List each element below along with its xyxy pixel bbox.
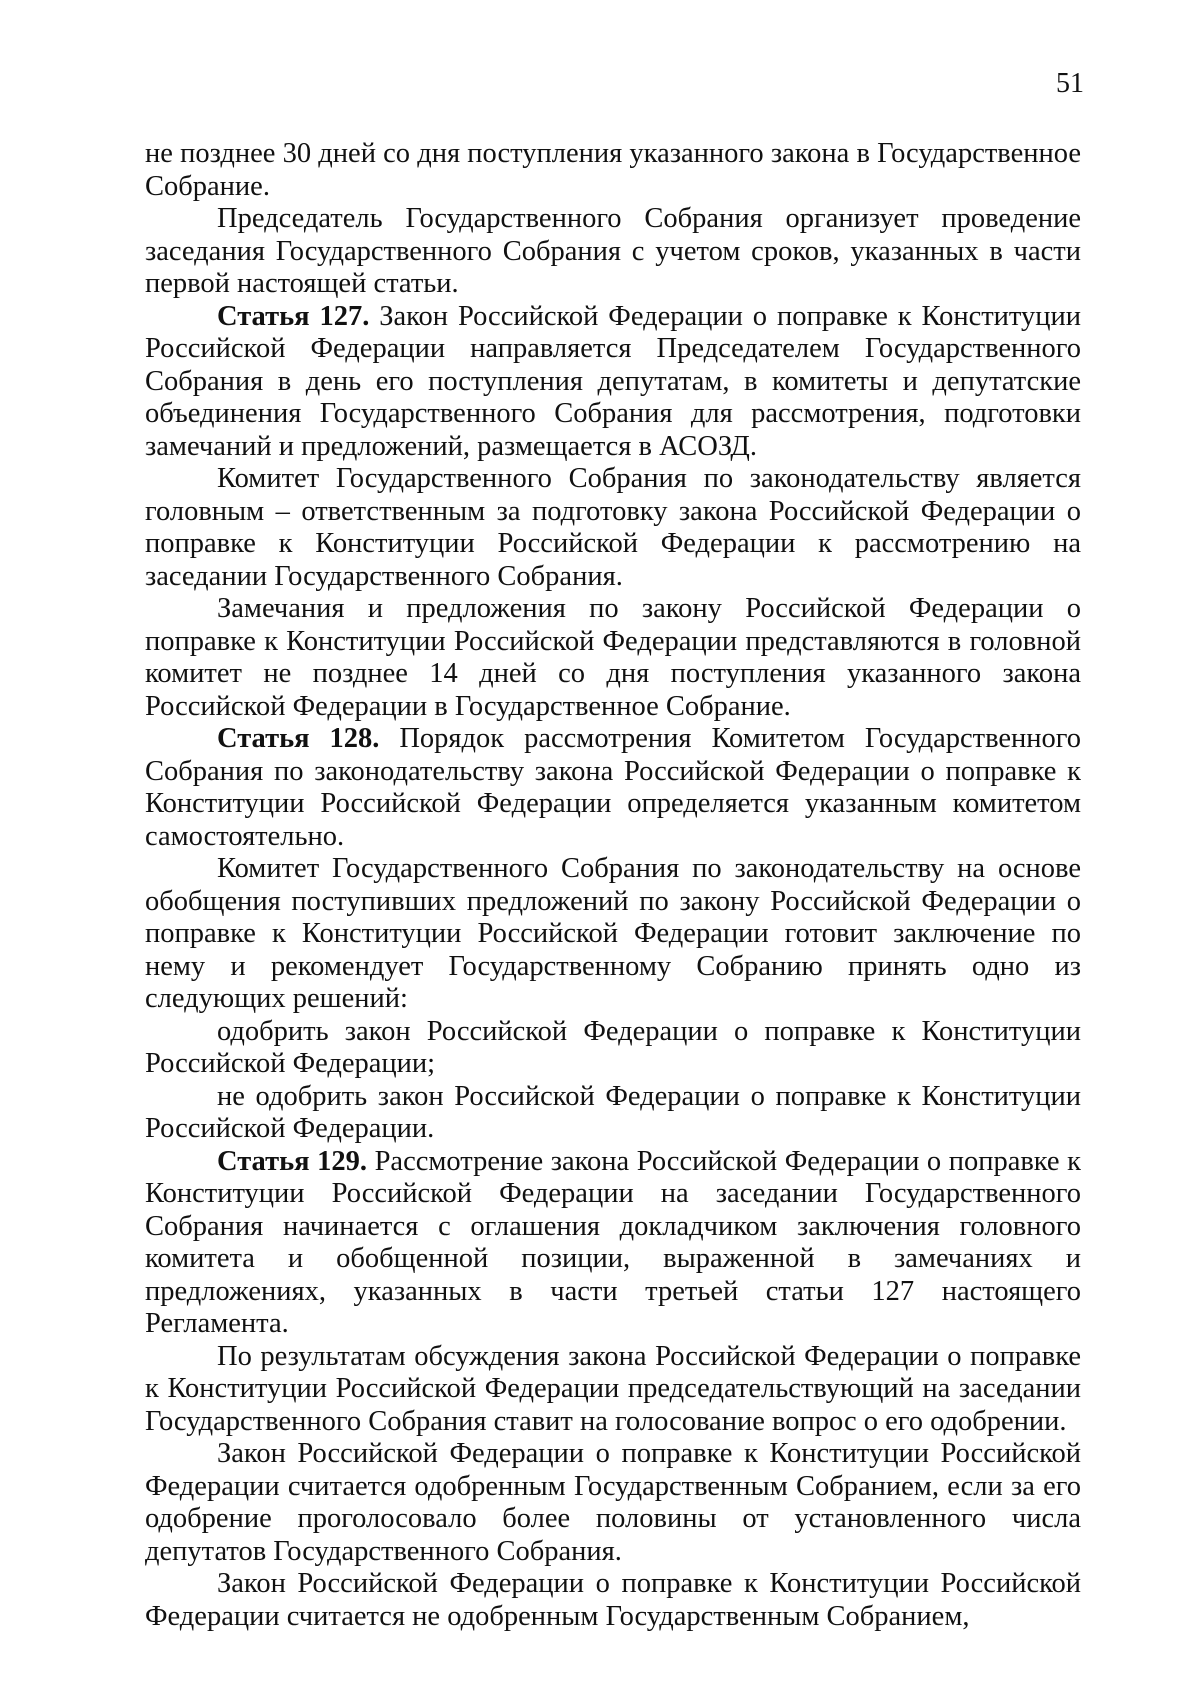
- page-number: 51: [1056, 68, 1084, 99]
- paragraph-text: Закон Российской Федерации о поправке к Конституции Российской Федерации считается одобренным Государственным Собранием, если за его одобрение проголосовало более половины от установленного числа депутатов Государственного Собрания.: [145, 1438, 1081, 1567]
- paragraph-7: [145, 853, 1081, 1016]
- paragraph-text: По результатам обсуждения закона Российской Федерации о поправке к Конституции Российской Федерации председательствующий на заседании Государственного Собрания ставит на голосование вопрос о его одобрении.: [145, 1340, 1081, 1437]
- article-heading: Статья 127.: [217, 300, 370, 332]
- paragraph-text: одобрить закон Российской Федерации о поправке к Конституции Российской Федерации;: [145, 1015, 1081, 1079]
- paragraph-1: [145, 138, 1081, 203]
- paragraph-12: [145, 1438, 1081, 1568]
- paragraph-text: Председатель Государственного Собрания организует проведение заседания Государственного Собрания с учетом сроков, указанных в части первой настоящей статьи.: [145, 203, 1081, 299]
- document-body: [145, 138, 1081, 1633]
- paragraph-5: [145, 593, 1081, 723]
- paragraph-2: [145, 203, 1081, 301]
- paragraph-text: не одобрить закон Российской Федерации о поправке к Конституции Российской Федерации.: [145, 1080, 1081, 1144]
- paragraph-text: Закон Российской Федерации о поправке к Конституции Российской Федерации направляется Председателем Государственного Собрания в день его поступления депутатам, в комитеты и депутатские объединения Государственного Собрания для рассмотрения, подготовки замечаний и предложений, размещается в АСОЗД.: [145, 300, 1082, 462]
- article-heading: Статья 128.: [217, 723, 380, 754]
- paragraph-8: [145, 1016, 1081, 1081]
- article-129: [145, 1146, 1081, 1341]
- paragraph-text: Порядок рассмотрения Комитетом Государственного Собрания по законодательству закона Российской Федерации о поправке к Конституции Российской Федерации определяется указанным комитетом самостоятельно.: [145, 723, 1082, 852]
- article-127: [145, 301, 1081, 464]
- article-heading: Статья 129.: [217, 1145, 367, 1177]
- paragraph-text: Рассмотрение закона Российской Федерации о поправке к Конституции Российской Федерации на заседании Государственного Собрания начинается с оглашения докладчиком заключения головного комитета и обобщенной позиции, выраженной в замечаниях и предложениях, указанных в части третьей статьи 127 настоящего Регламента.: [145, 1145, 1081, 1339]
- paragraph-text: Замечания и предложения по закону Российской Федерации о поправке к Конституции Российской Федерации представляются в головной комитет не позднее 14 дней со дня поступления указанного закона Российской Федерации в Государственное Собрание.: [145, 593, 1081, 722]
- paragraph-9: [145, 1081, 1081, 1146]
- paragraph-4: [145, 463, 1081, 593]
- paragraph-text: Комитет Государственного Собрания по законодательству является головным – ответственным за подготовку закона Российской Федерации о поправке к Конституции Российской Федерации к рассмотрению на заседании Государственного Собрания.: [145, 463, 1081, 592]
- paragraph-11: [145, 1341, 1081, 1439]
- paragraph-text: Комитет Государственного Собрания по законодательству на основе обобщения поступивших предложений по закону Российской Федерации о поправке к Конституции Российской Федерации готовит заключение по нему и рекомендует Государственному Собранию принять одно из следующих решений:: [145, 853, 1081, 1014]
- paragraph-text: Закон Российской Федерации о поправке к Конституции Российской Федерации считается не одобренным Государственным Собранием,: [145, 1568, 1081, 1632]
- paragraph-13: [145, 1568, 1081, 1633]
- paragraph-text: не позднее 30 дней со дня поступления указанного закона в Государственное Собрание.: [145, 138, 1081, 202]
- article-128: [145, 723, 1081, 853]
